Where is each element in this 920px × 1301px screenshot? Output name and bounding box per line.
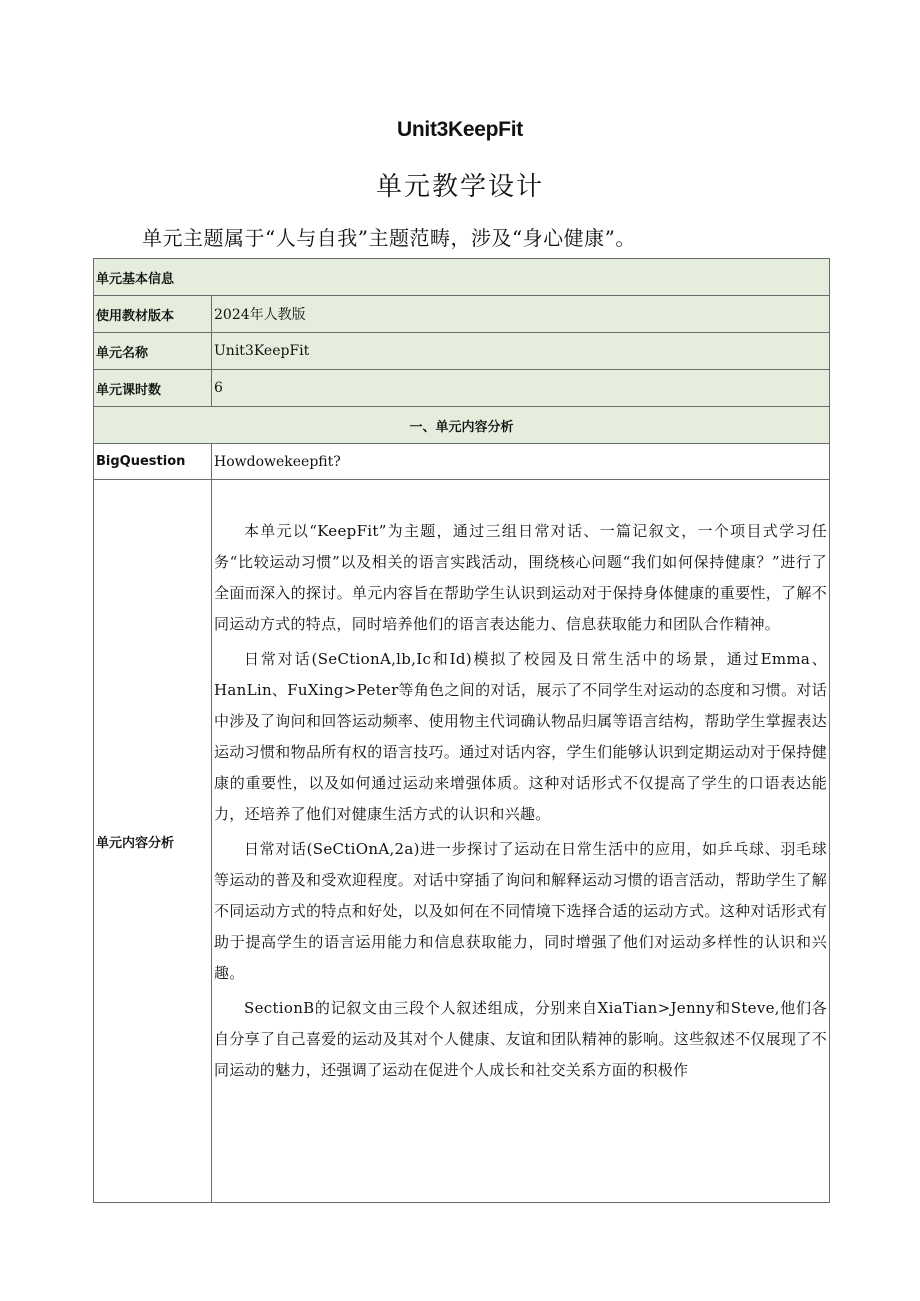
textbook-version-value: 2024年人教版	[212, 296, 830, 333]
unit-name-label: 单元名称	[94, 333, 212, 370]
big-question-value: Howdowekeepfit?	[212, 444, 830, 480]
textbook-version-label: 使用教材版本	[94, 296, 212, 333]
analysis-paragraph: SectionB的记叙文由三段个人叙述组成，分别来自XiaTian>Jenny和Steve,他们各自分享了自己喜爱的运动及其对个人健康、友谊和团队精神的影响。这些叙述不仅展现了不同运动的魅力，还强调了运动在促进个人成长和社交关系方面的积极作	[214, 999, 828, 1079]
document-subtitle: 单元教学设计	[375, 172, 544, 202]
document-title: Unit3KeepFit	[397, 118, 523, 141]
unit-design-table	[93, 258, 830, 1203]
lesson-count-row	[94, 370, 830, 407]
basic-info-header: 单元基本信息	[94, 259, 830, 296]
content-analysis-row	[94, 480, 830, 1203]
unit-name-row	[94, 333, 830, 370]
content-analysis-label: 单元内容分析	[94, 480, 212, 1203]
analysis-paragraph: 本单元以“KeepFit”为主题，通过三组日常对话、一篇记叙文，一个项目式学习任务“比较运动习惯”以及相关的语言实践活动，围绕核心问题“我们如何保持健康？”进行了全面而深入的探讨。单元内容旨在帮助学生认识到运动对于保持身体健康的重要性，了解不同运动方式的特点，同时培养他们的语言表达能力、信息获取能力和团队合作精神。	[214, 522, 828, 633]
big-question-row	[94, 444, 830, 480]
theme-statement: 单元主题属于“人与自我”主题范畴，涉及“身心健康”。	[142, 226, 636, 250]
content-analysis-body	[212, 480, 830, 1203]
textbook-version-row	[94, 296, 830, 333]
content-analysis-section-header: 一、单元内容分析	[94, 407, 830, 444]
analysis-paragraph: 日常对话(SeCtiOnA,2a)进一步探讨了运动在日常生活中的应用，如乒乓球、羽毛球等运动的普及和受欢迎程度。对话中穿插了询问和解释运动习惯的语言活动，帮助学生了解不同运动方式的特点和好处，以及如何在不同情境下选择合适的运动方式。这种对话形式有助于提高学生的语言运用能力和信息获取能力，同时增强了他们对运动多样性的认识和兴趣。	[214, 840, 828, 982]
lesson-count-label: 单元课时数	[94, 370, 212, 407]
basic-info-header-row	[94, 259, 830, 296]
analysis-paragraph: 日常对话(SeCtionA,lb,Ic和Id)模拟了校园及日常生活中的场景，通过Emma、HanLin、FuXing>Peter等角色之间的对话，展示了不同学生对运动的态度和习惯。对话中涉及了询问和回答运动频率、使用物主代词确认物品归属等语言结构，帮助学生掌握表达运动习惯和物品所有权的语言技巧。通过对话内容，学生们能够认识到定期运动对于保持健康的重要性，以及如何通过运动来增强体质。这种对话形式不仅提高了学生的口语表达能力，还培养了他们对健康生活方式的认识和兴趣。	[214, 650, 828, 823]
big-question-label: BigQuestion	[94, 444, 212, 480]
unit-name-value: Unit3KeepFit	[212, 333, 830, 370]
section-header-row	[94, 407, 830, 444]
lesson-count-value: 6	[212, 370, 830, 407]
